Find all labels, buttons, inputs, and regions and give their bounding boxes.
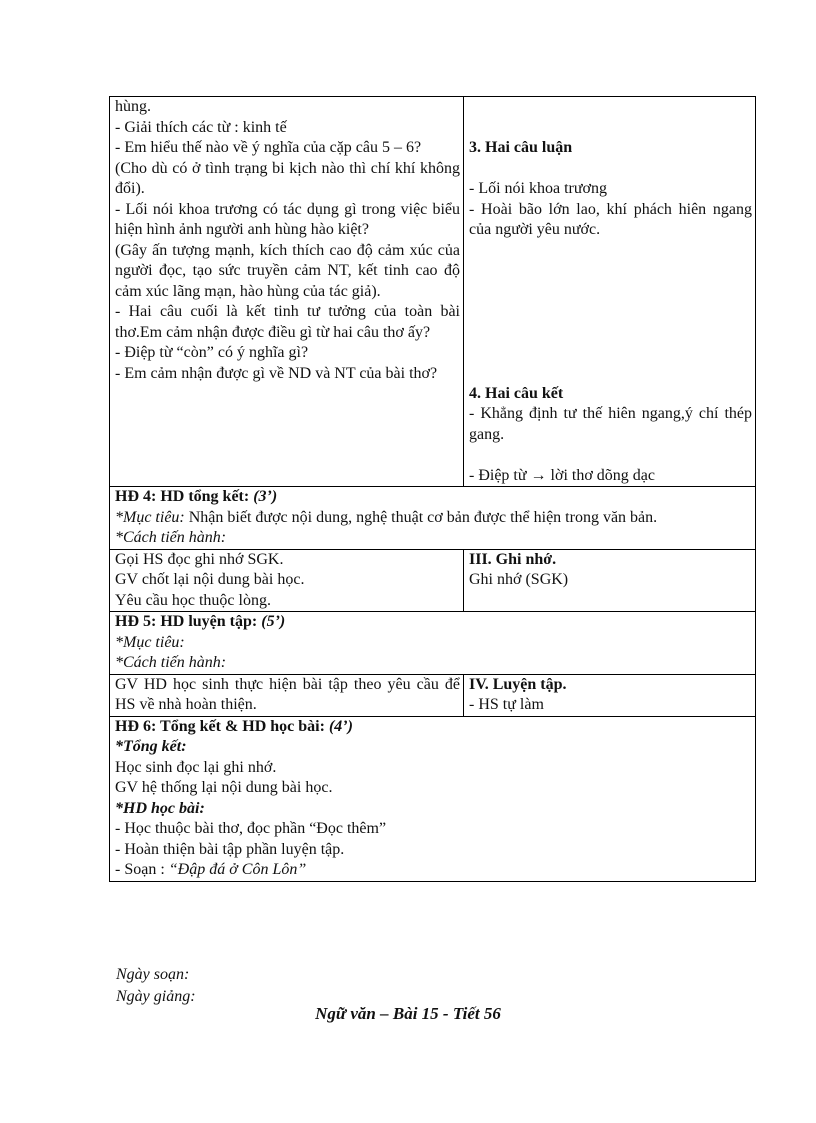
teacher-activities-cell	[110, 549, 464, 612]
table-row	[110, 487, 756, 550]
content-cell	[464, 97, 756, 487]
question-text: - Lối nói khoa trương có tác dụng gì trong việc biểu hiện hình ảnh người anh hùng hào kiệt?	[115, 200, 460, 238]
procedure-label: *Cách tiến hành:	[115, 654, 227, 671]
activity-time: (3’)	[253, 488, 278, 505]
question-text: - Hai câu cuối là kết tinh tư tưởng của toàn bài thơ.Em cảm nhận được điều gì từ hai câu thơ ấy?	[115, 303, 460, 341]
text-line: - HS tự làm	[469, 696, 544, 713]
prepare-label: - Soạn :	[115, 861, 169, 878]
teaching-date-label: Ngày giảng:	[116, 988, 196, 1005]
text-line: Học sinh đọc lại ghi nhớ.	[115, 758, 277, 776]
objective-label: *Mục tiêu:	[115, 633, 185, 651]
activity-title: HĐ 5: HD luyện tập:	[115, 613, 262, 630]
text-line: Ghi nhớ (SGK)	[469, 571, 569, 588]
summary-label: *Tổng kết:	[115, 738, 187, 755]
question-text: - Em hiểu thế nào về ý nghĩa của cặp câu 5 – 6?	[115, 139, 422, 156]
prepare-title: “Đập đá ở Côn Lôn”	[168, 861, 307, 878]
content-cell	[464, 674, 756, 716]
text-line: GV chốt lại nội dung bài học.	[115, 571, 305, 588]
teacher-activities-cell	[110, 674, 464, 716]
text-line: GV hệ thống lại nội dung bài học.	[115, 779, 333, 796]
activity-time: (4’)	[328, 717, 353, 735]
procedure-label: *Cách tiến hành:	[115, 529, 227, 546]
date-block	[116, 964, 196, 1008]
teacher-activities-cell	[110, 97, 464, 487]
section-heading: 4. Hai câu kết	[469, 384, 564, 402]
lesson-title: Ngữ văn – Bài 15 - Tiết 56	[315, 1004, 501, 1023]
answer-text: (Gây ấn tượng mạnh, kích thích cao độ cảm xúc của người đọc, tạo sức truyền cảm NT, kết tinh cao độ cảm xúc lãng mạn, hào hùng của tác giả).	[115, 241, 460, 300]
text-line: Yêu cầu học thuộc lòng.	[115, 591, 271, 609]
section-heading: IV. Luyện tập.	[469, 675, 567, 693]
activity-title: HĐ 4: HD tổng kết:	[115, 488, 254, 505]
activity-header-cell	[110, 487, 756, 550]
activity-header-cell	[110, 612, 756, 675]
text-line: - Lối nói khoa trương	[469, 180, 607, 197]
activity-summary-cell	[110, 716, 756, 881]
text-line: - Hoàn thiện bài tập phần luyện tập.	[115, 840, 345, 858]
prepared-date-label: Ngày soạn:	[116, 966, 190, 983]
question-text: - Em cảm nhận được gì về ND và NT của bài thơ?	[115, 364, 438, 382]
content-cell	[464, 549, 756, 612]
table-row	[110, 674, 756, 716]
text-line: GV HD học sinh thực hiện bài tập theo yêu cầu để HS về nhà hoàn thiện.	[115, 675, 460, 713]
homework-label: *HD học bài:	[115, 799, 205, 817]
text-line: - Giải thích các từ : kinh tế	[115, 118, 287, 136]
text-line: hùng.	[115, 98, 151, 115]
section-heading: III. Ghi nhớ.	[469, 550, 557, 568]
objective-text: Nhận biết được nội dung, nghệ thuật cơ bản được thể hiện trong văn bản.	[184, 508, 658, 526]
activity-title: HĐ 6: Tổng kết & HD học bài:	[115, 717, 329, 735]
objective-label: *Mục tiêu:	[115, 508, 185, 526]
table-row	[110, 716, 756, 881]
text-line: - Hoài bão lớn lao, khí phách hiên ngang của người yêu nước.	[469, 200, 752, 238]
text-line: - Khẳng định tư thế hiên ngang,ý chí thép gang.	[469, 405, 752, 443]
activity-time: (5’)	[261, 613, 286, 630]
section-heading: 3. Hai câu luận	[469, 139, 573, 156]
lesson-plan-table	[109, 96, 756, 882]
answer-text: (Cho dù có ở tình trạng bi kịch nào thì chí khí không đổi).	[115, 159, 460, 197]
question-text: - Điệp từ “còn” có ý nghĩa gì?	[115, 344, 309, 361]
text-line: - Học thuộc bài thơ, đọc phần “Đọc thêm”	[115, 820, 387, 837]
table-row	[110, 97, 756, 487]
text-line: Gọi HS đọc ghi nhớ SGK.	[115, 550, 284, 568]
text-line: - Điệp từ → lời thơ dõng dạc	[469, 466, 656, 484]
table-row	[110, 549, 756, 612]
table-row	[110, 612, 756, 675]
